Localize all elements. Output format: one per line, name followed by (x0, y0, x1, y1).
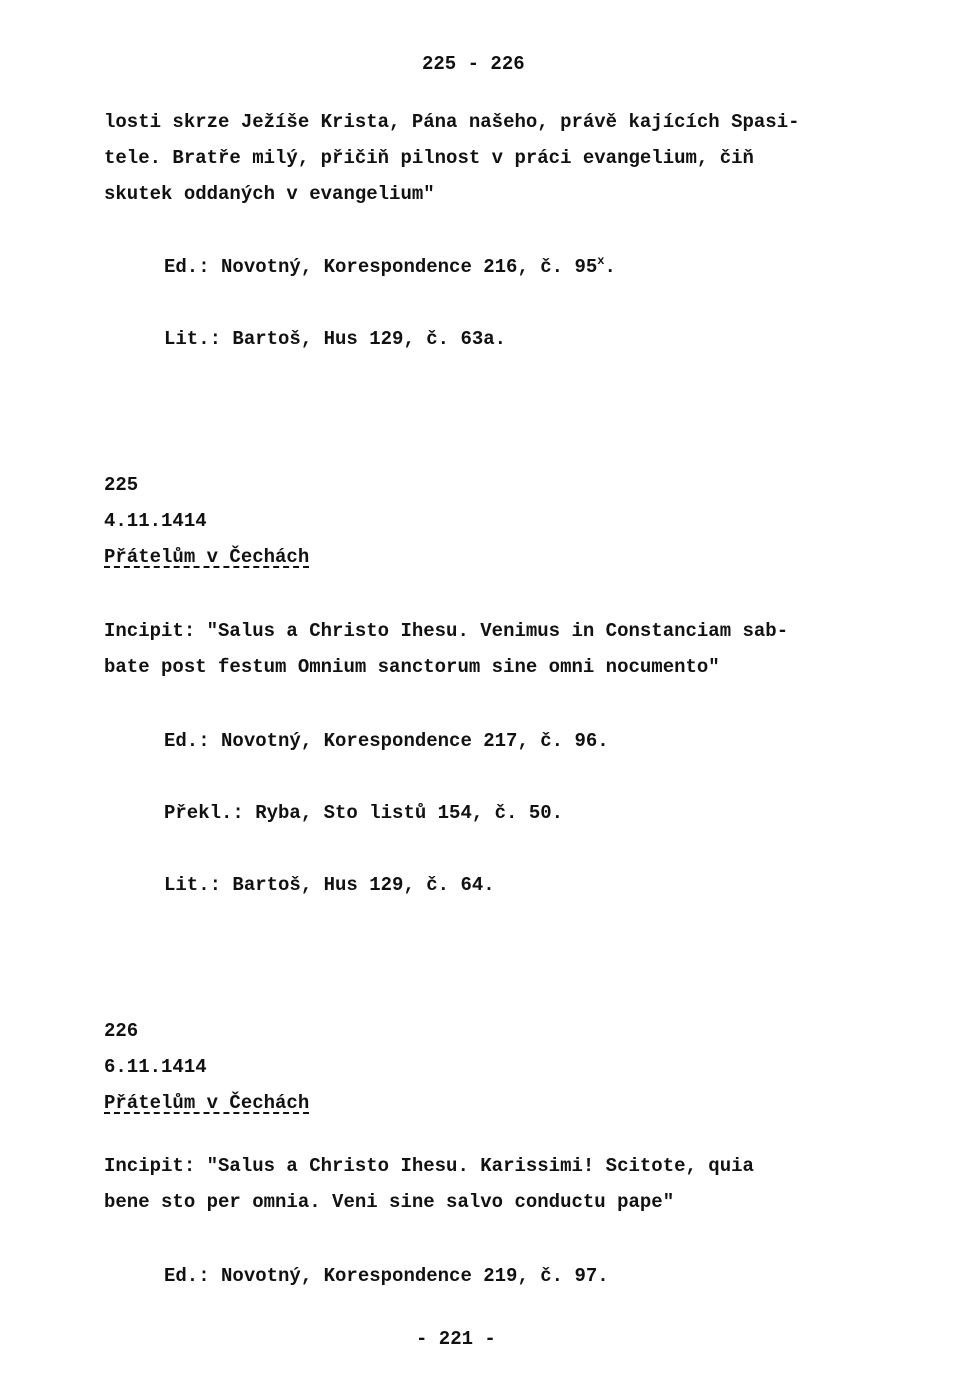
prev-entry-literature: Lit.: Bartoš, Hus 129, č. 63a. (164, 328, 507, 350)
footnote-mark: x (597, 254, 605, 268)
entry-226-edition: Ed.: Novotný, Korespondence 219, č. 97. (164, 1265, 609, 1287)
entry-226-date: 6.11.1414 (104, 1056, 207, 1078)
entry-225-edition: Ed.: Novotný, Korespondence 217, č. 96. (164, 730, 609, 752)
prev-entry-text-line-2: tele. Bratře milý, přičiň pilnost v práci evangelium, čiň (104, 147, 754, 169)
entry-225-incipit-line-1: Incipit: "Salus a Christo Ihesu. Venimus in Constanciam sab- (104, 620, 789, 642)
entry-225-number: 225 (104, 474, 139, 496)
prev-entry-text-line-3: skutek oddaných v evangelium" (104, 183, 435, 205)
prev-entry-text-line-1: losti skrze Ježíše Krista, Pána našeho, právě kajících Spasi- (104, 111, 800, 133)
page-header: 225 - 226 (422, 53, 525, 75)
entry-225-incipit-line-2: bate post festum Omnium sanctorum sine omni nocumento" (104, 656, 720, 678)
entry-226-number: 226 (104, 1020, 139, 1042)
entry-226-incipit-line-2: bene sto per omnia. Veni sine salvo conductu pape" (104, 1191, 675, 1213)
prev-entry-edition: Ed.: Novotný, Korespondence 216, č. 95$^x$. (164, 254, 616, 278)
page-number: - 221 - (416, 1328, 496, 1350)
entry-226-recipient: Přátelům v Čechách (104, 1092, 310, 1114)
entry-225-translation: Překl.: Ryba, Sto listů 154, č. 50. (164, 802, 564, 824)
entry-225-recipient: Přátelům v Čechách (104, 546, 310, 568)
entry-225-literature: Lit.: Bartoš, Hus 129, č. 64. (164, 874, 495, 896)
entry-225-date: 4.11.1414 (104, 510, 207, 532)
entry-226-incipit-line-1: Incipit: "Salus a Christo Ihesu. Karissimi! Scitote, quia (104, 1155, 754, 1177)
